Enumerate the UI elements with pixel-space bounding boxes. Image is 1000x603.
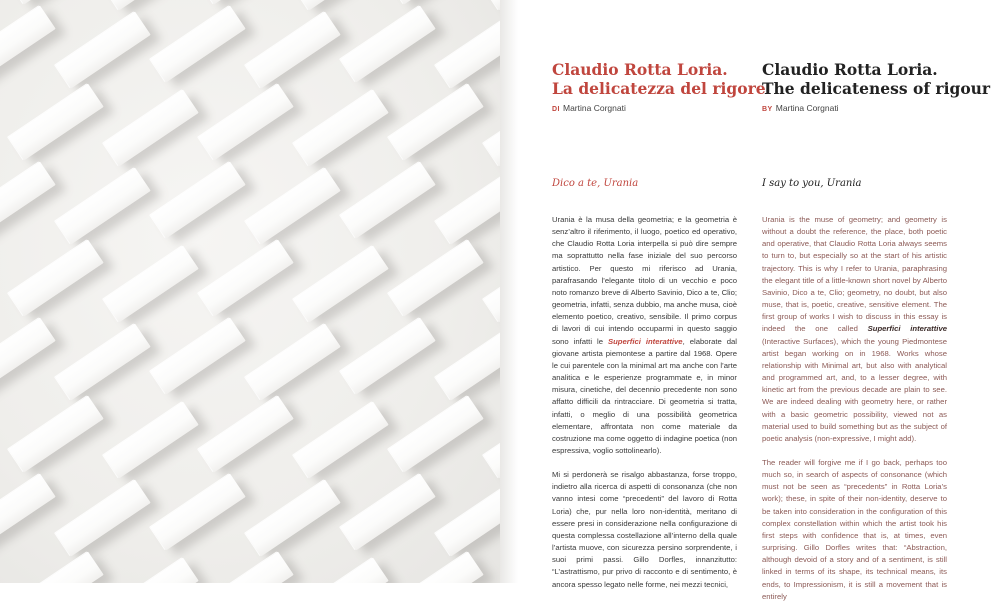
white-tile	[483, 402, 500, 479]
byline-keyword: BY	[762, 106, 773, 113]
article-title-english: Claudio Rotta Loria. The delicateness of rigour	[762, 60, 991, 98]
white-tile	[198, 240, 293, 317]
white-tile	[55, 12, 150, 89]
highlighted-title: Superfici interattive	[867, 324, 947, 334]
white-tile	[245, 324, 340, 401]
white-tile	[198, 552, 293, 583]
white-tile	[150, 162, 245, 239]
white-tile	[293, 402, 388, 479]
author-name: Martina Corgnati	[563, 103, 626, 113]
white-tile	[103, 246, 198, 323]
white-tile	[8, 396, 103, 473]
byline-italian	[552, 103, 626, 113]
text-run: (Interactive Surfaces), which the young Piedmontese artist began working on in 1968. Works whose relationship with Minimal art, but also with analytical and programmed art, and, to a lesser degree, with kinetic art from the previous decade are plain to see. We are indeed dealing with geometry here, or rather with a basic geometric possibility, viewed not as material used to build something but as the subject of poetic analysis (non-expressive, I might add).	[762, 336, 947, 443]
white-tile	[150, 474, 245, 551]
page-gutter	[500, 0, 518, 583]
white-tile	[198, 0, 293, 4]
artwork-photo	[0, 0, 500, 583]
body-column-english	[762, 214, 947, 603]
white-tile	[340, 162, 435, 239]
white-tile	[8, 552, 103, 583]
white-tile	[293, 0, 388, 10]
white-tile	[245, 168, 340, 245]
paragraph	[552, 214, 737, 457]
white-tile	[198, 396, 293, 473]
white-tile	[198, 84, 293, 161]
text-run: Urania è la musa della geometria; e la geometria è senz’altro il riferimento, il luogo, poetico ed operativo, che Claudio Rotta Loria interpella si può dire sempre ma soprattutto nella fase iniziale del suo percorso artistico. Per questo mi riferisco ad Urania, parafrasando l’elegante titolo di un vecchio e poco noto romanzo breve di Alberto Savinio, Dico a te, Clio; geometria, infatti, senza dubbio, ma anche musa, cioè elemento poetico, creativo, sensibile. Il primo corpus di lavori di cui intendo occuparmi in questo saggio sono infatti le	[552, 215, 737, 346]
white-tile	[245, 12, 340, 89]
white-tile	[0, 162, 56, 239]
highlighted-title: Superfici interattive	[607, 336, 683, 346]
article-title-italian: Claudio Rotta Loria. La delicatezza del rigore	[552, 60, 766, 98]
white-tile	[0, 318, 56, 395]
white-tile	[103, 90, 198, 167]
byline-keyword: DI	[552, 106, 560, 113]
white-tile	[150, 6, 245, 83]
white-tile	[435, 12, 500, 89]
white-tile	[55, 480, 150, 557]
white-tile	[435, 324, 500, 401]
white-tile	[103, 558, 198, 583]
white-tile	[483, 90, 500, 167]
white-tile	[150, 318, 245, 395]
white-tile	[55, 168, 150, 245]
white-tile	[388, 240, 483, 317]
text-run: , elaborate dal giovane artista piemontese a partire dal 1968. Opere le cui parentele con la minimal art ma anche con l’arte analitica e le esperienze programmate e, in minor misura, cinetiche, del decennio precedente non sono affatto difficili da rintracciare. Di geometria si tratta, infatti, o meglio di una possibilità geometrica elementare, affrontata non come materiale da costruzione ma come oggetto di indagine poetica (non espressiva, voglio sottolinearlo).	[552, 336, 737, 455]
byline-english	[762, 103, 839, 113]
white-tile	[483, 0, 500, 10]
white-tile	[388, 84, 483, 161]
white-tile	[483, 558, 500, 583]
white-tile	[293, 90, 388, 167]
paragraph: The reader will forgive me if I go back, perhaps too much so, in search of aspects of consonance (which must not be seen as “precedents” in Rotta Loria’s work); these, in spite of their non-identity, deserve to be taken into consideration in the configuration of this complex constellation within which the artist took his first steps with confidence that is, at times, even surprising. Gillo Dorfles writes that: “Abstraction, although devoid of a story and of a sentiment, is still linked in terms of its shape, its technical means, its ends, to Impressionism, it is still a movement that is entirely	[762, 457, 947, 601]
white-tile	[103, 402, 198, 479]
white-tile	[0, 474, 56, 551]
white-tile	[8, 0, 103, 4]
white-tile	[245, 480, 340, 557]
white-tile	[388, 396, 483, 473]
section-heading-english: I say to you, Urania	[762, 178, 862, 189]
white-tile	[8, 240, 103, 317]
white-tile	[340, 6, 435, 83]
white-tile	[103, 0, 198, 10]
white-tile	[435, 168, 500, 245]
author-name: Martina Corgnati	[775, 103, 839, 113]
white-tile	[388, 552, 483, 583]
white-tile	[340, 318, 435, 395]
white-tile	[8, 84, 103, 161]
paragraph	[762, 214, 947, 445]
body-column-italian	[552, 214, 737, 591]
paragraph: Mi si perdonerà se risalgo abbastanza, forse troppo, indietro alla ricerca di aspetti di consonanza (che non vanno intesi come “precedenti” del lavoro di Rotta Loria) che, pur nella loro non-identità, meritano di essere presi in considerazione nella configurazione di questa complessa costellazione all’interno della quale l’artista muove, con sicurezza persino sorprendente, i suoi primi passi. Gillo Dorfles, innanzitutto: “L’astrattismo, pur privo di racconto e di sentimento, è ancora spesso legato nelle forme, nei mezzi tecnici,	[552, 470, 737, 589]
white-tile	[0, 6, 56, 83]
white-tile	[293, 558, 388, 583]
white-tile	[293, 246, 388, 323]
white-tile	[435, 480, 500, 557]
white-tile	[388, 0, 483, 4]
white-tile	[55, 324, 150, 401]
white-tile	[483, 246, 500, 323]
white-tile	[340, 474, 435, 551]
text-run: Urania is the muse of geometry; and geometry is without a doubt the reference, the place, both poetic and operative, that Claudio Rotta Loria always seems to turn to, but especially so at the start of his artistic trajectory. This is why I refer to Urania, paraphrasing the elegant title of a little-known short novel by Alberto Savinio, Dico a te, Clio; geometry, no doubt, but also muse, that is, poetic, creative, sensitive element. The first group of works I wish to discuss in this essay is indeed the one called	[762, 215, 947, 334]
section-heading-italian: Dico a te, Urania	[552, 178, 639, 189]
